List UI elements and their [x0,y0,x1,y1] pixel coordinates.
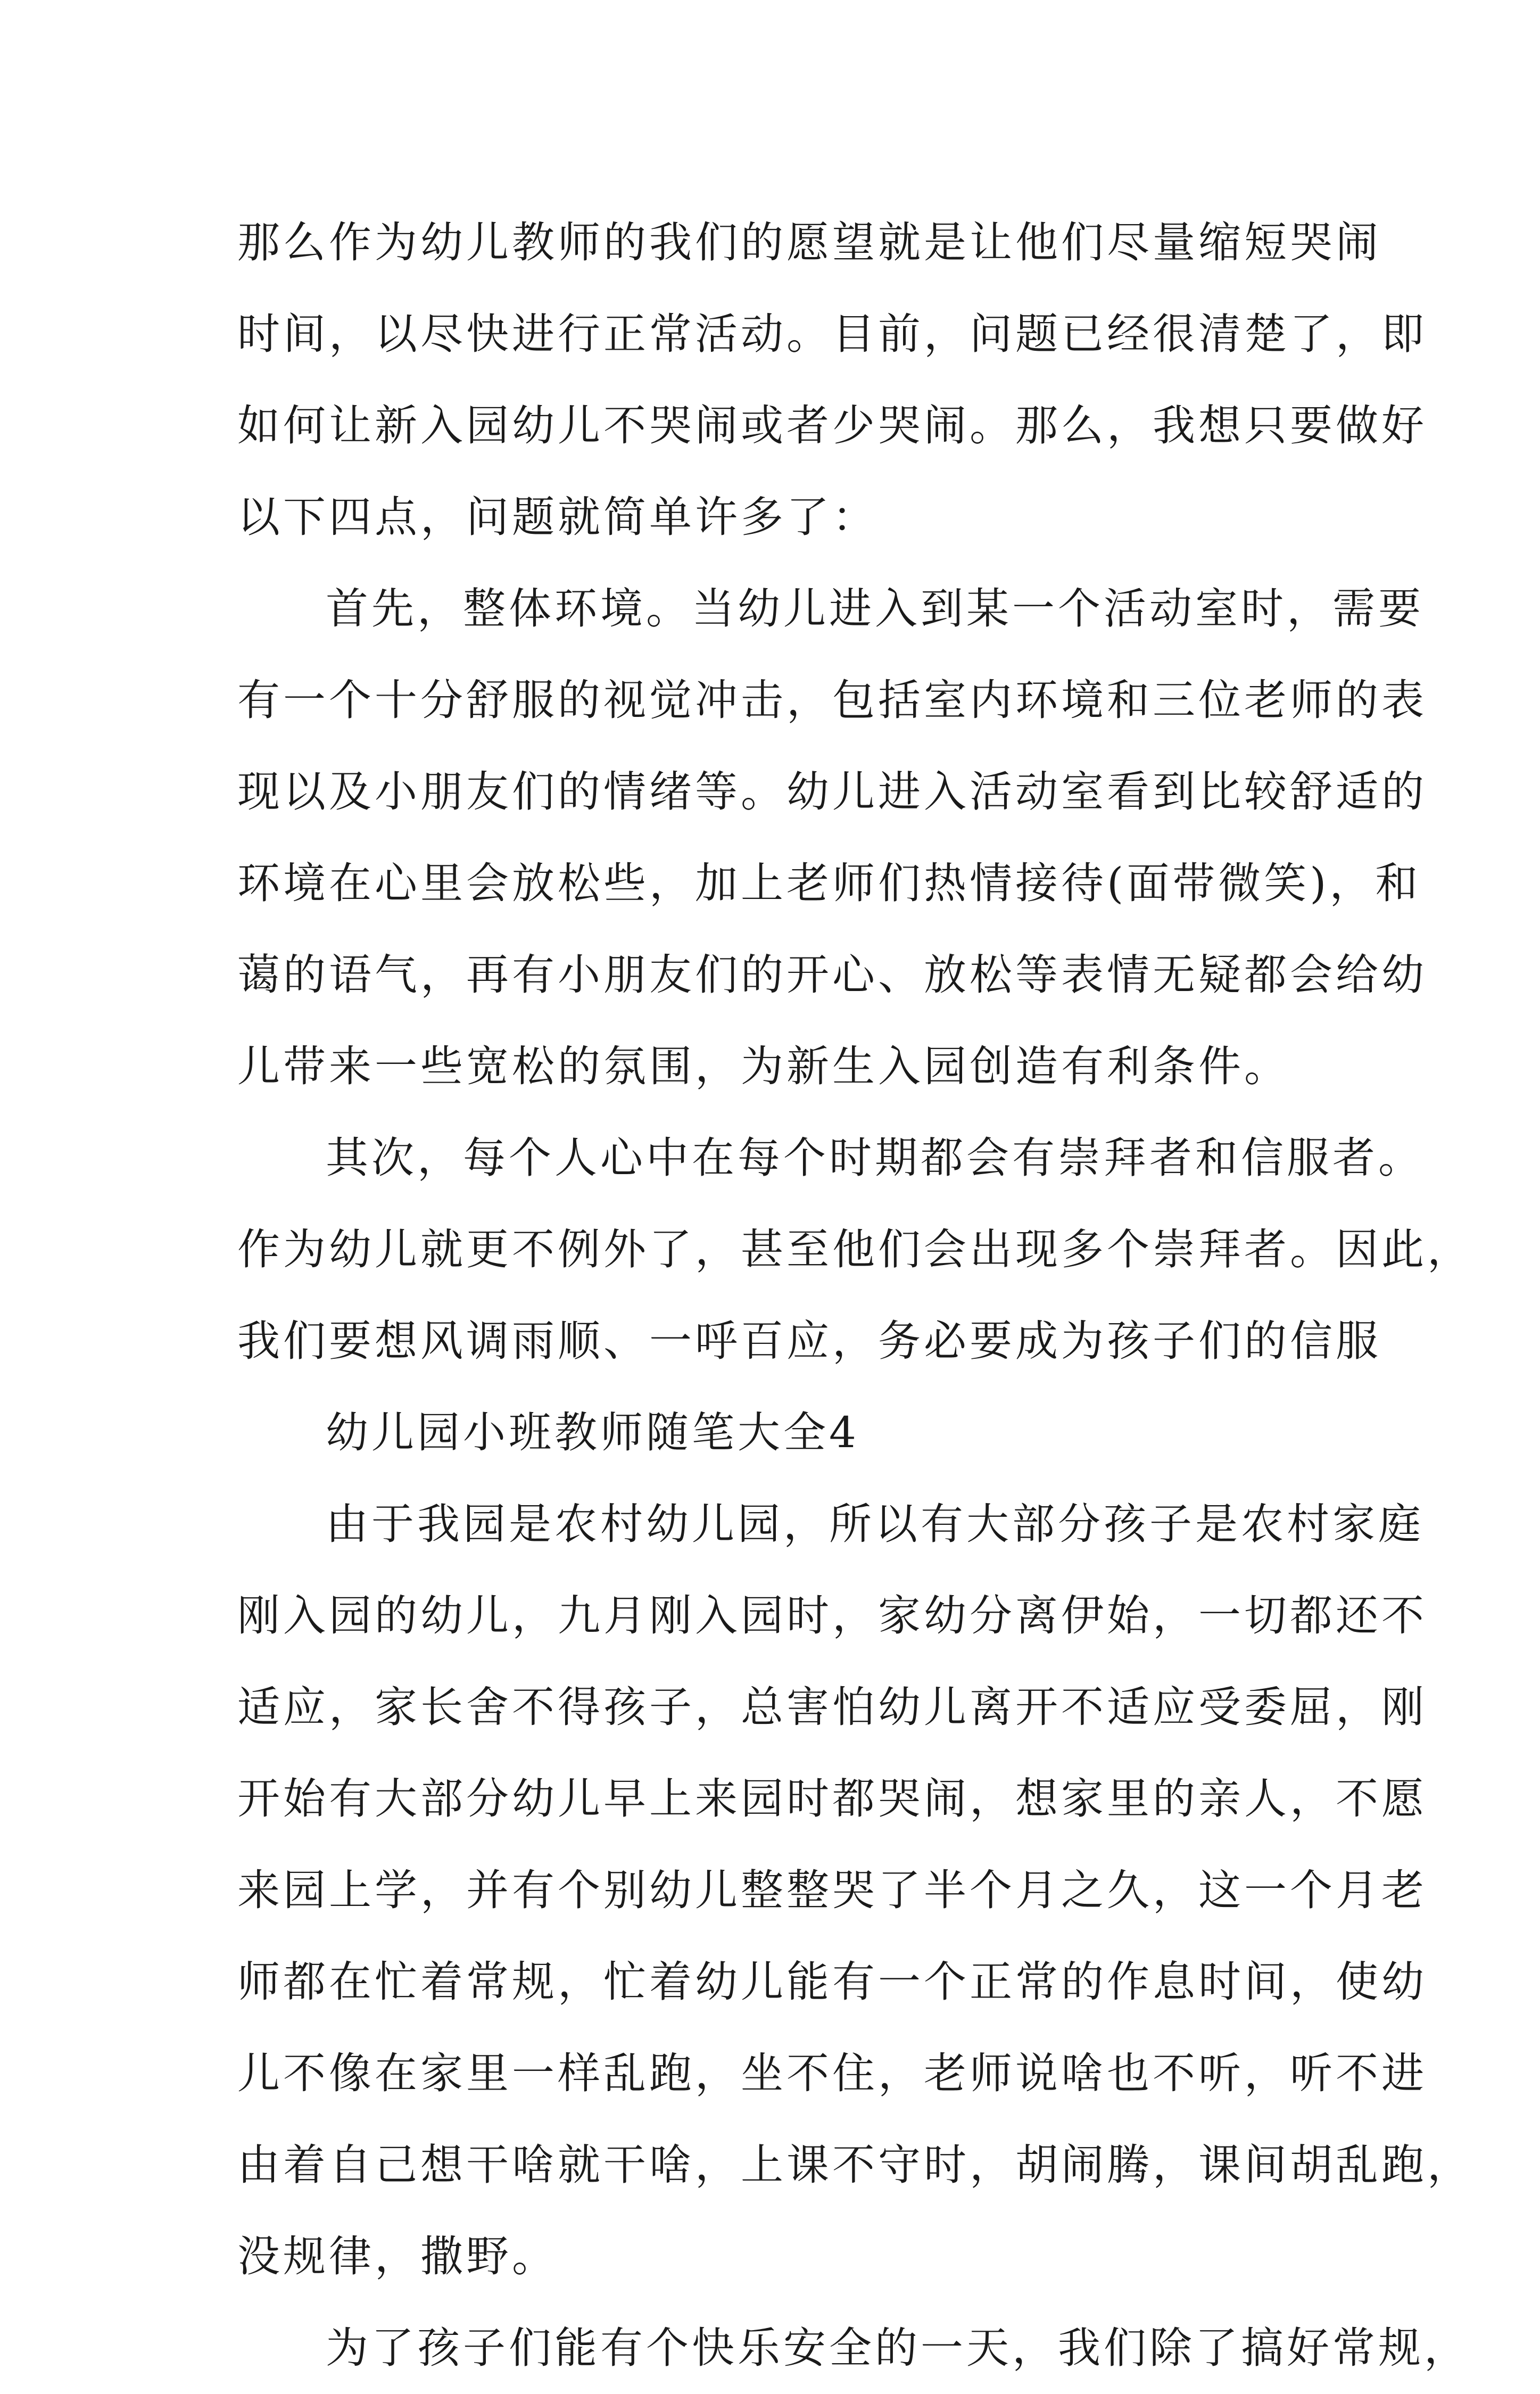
text-line-7: 现以及小朋友们的情绪等。幼儿进入活动室看到比较舒适的 [237,767,1427,816]
text-line-16: 刚入园的幼儿，九月刚入园时，家幼分离伊始，一切都还不 [237,1591,1427,1640]
text-line-6: 有一个十分舒服的视觉冲击，包括室内环境和三位老师的表 [237,675,1427,725]
text-line-5: 首先，整体环境。当幼儿进入到某一个活动室时，需要 [326,584,1424,633]
text-line-18: 开始有大部分幼儿早上来园时都哭闹，想家里的亲人，不愿 [237,1774,1427,1823]
text-line-4: 以下四点，问题就简单许多了： [237,492,878,542]
text-line-23: 没规律，撒野。 [237,2232,558,2281]
text-line-12: 作为幼儿就更不例外了，甚至他们会出现多个崇拜者。因此， [237,1225,1473,1274]
text-line-24: 为了孩子们能有个快乐安全的一天，我们除了搞好常规， [326,2323,1470,2373]
text-line-3: 如何让新入园幼儿不哭闹或者少哭闹。那么，我想只要做好 [237,401,1427,450]
text-line-15: 由于我园是农村幼儿园，所以有大部分孩子是农村家庭 [326,1499,1424,1549]
text-line-2: 时间，以尽快进行正常活动。目前，问题已经很清楚了，即 [237,309,1427,359]
text-line-20: 师都在忙着常规，忙着幼儿能有一个正常的作息时间，使幼 [237,1957,1427,2007]
text-line-22: 由着自己想干啥就干啥，上课不守时，胡闹腾，课间胡乱跑， [237,2140,1473,2190]
text-line-13: 我们要想风调雨顺、一呼百应，务必要成为孩子们的信服 [237,1316,1381,1366]
text-line-19: 来园上学，并有个别幼儿整整哭了半个月之久，这一个月老 [237,1865,1427,1915]
document-body [237,197,1473,2394]
text-line-8: 环境在心里会放松些，加上老师们热情接待(面带微笑)，和 [237,858,1421,908]
text-line-17: 适应，家长舍不得孩子，总害怕幼儿离开不适应受委屈，刚 [237,1682,1427,1732]
text-line-21: 儿不像在家里一样乱跑，坐不住，老师说啥也不听，听不进 [237,2049,1427,2098]
text-line-1: 那么作为幼儿教师的我们的愿望就是让他们尽量缩短哭闹 [237,218,1381,267]
section-heading: 幼儿园小班教师随笔大全4 [326,1408,859,1457]
text-line-11: 其次，每个人心中在每个时期都会有崇拜者和信服者。 [326,1133,1424,1183]
text-line-9: 蔼的语气，再有小朋友们的开心、放松等表情无疑都会给幼 [237,950,1427,1000]
text-line-10: 儿带来一些宽松的氛围，为新生入园创造有利条件。 [237,1042,1290,1091]
